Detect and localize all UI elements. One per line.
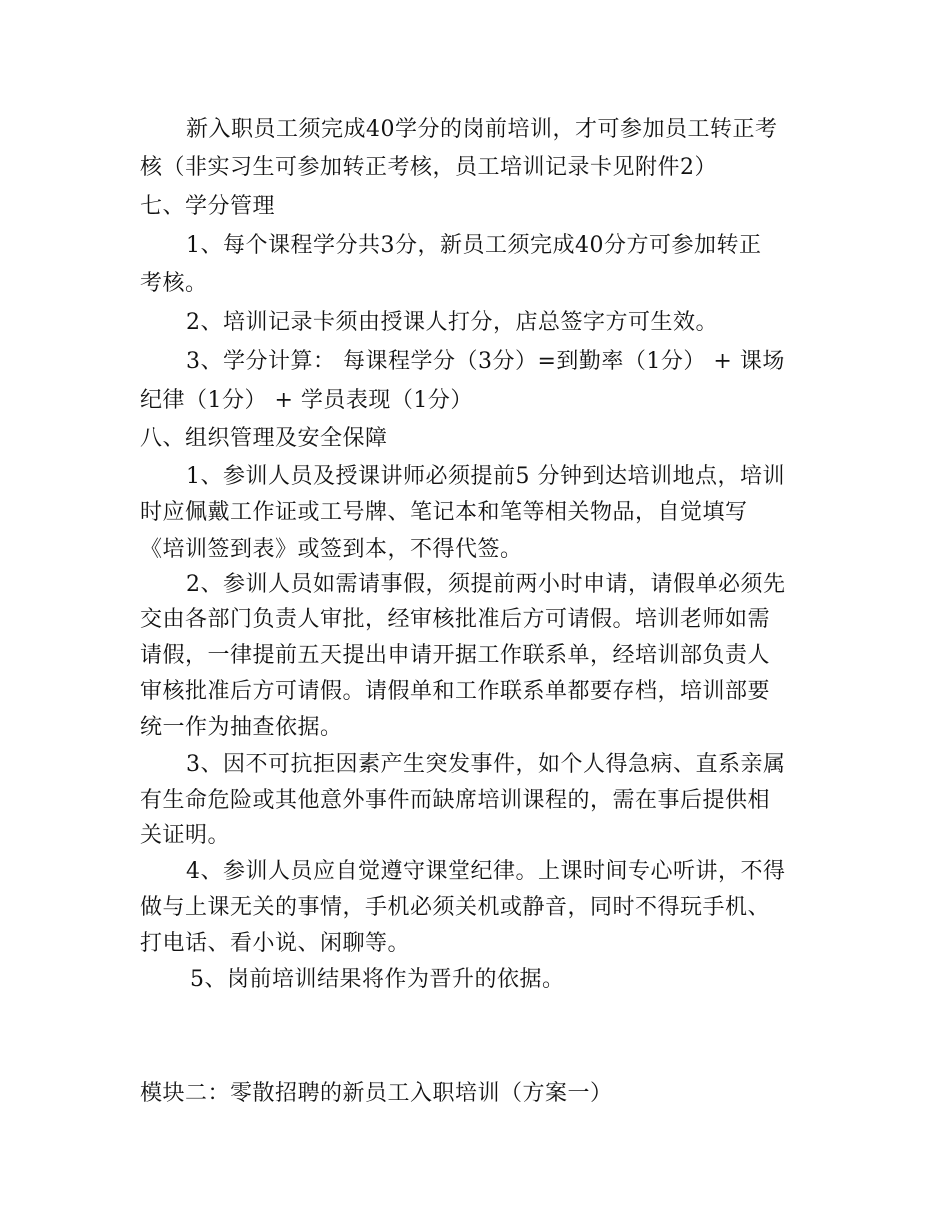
paragraph-line: 审核批准后方可请假。请假单和工作联系单都要存档，培训部要 <box>140 679 771 704</box>
paragraph-line: 打电话、看小说、闲聊等。 <box>140 931 411 956</box>
section-heading: 七、学分管理 <box>140 194 276 219</box>
paragraph-line: 有生命危险或其他意外事件而缺席培训课程的，需在事后提供相 <box>140 788 771 813</box>
paragraph-line: 2、参训人员如需请事假，须提前两小时申请，请假单必须先 <box>186 572 786 597</box>
paragraph-line: 2、培训记录卡须由授课人打分，店总签字方可生效。 <box>186 310 718 335</box>
paragraph-line: 考核。 <box>140 271 208 296</box>
paragraph-line: 3、学分计算： 每课程学分（3分）=到勤率（1分） + 课场 <box>186 349 785 374</box>
paragraph-line: 1、每个课程学分共3分，新员工须完成40分方可参加转正 <box>186 233 762 258</box>
paragraph-line: 纪律（1分） + 学员表现（1分） <box>140 388 473 413</box>
paragraph-line: 做与上课无关的事情，手机必须关机或静音，同时不得玩手机、 <box>140 895 771 920</box>
paragraph-line: 《培训签到表》或签到本，不得代签。 <box>140 537 523 562</box>
paragraph-line: 时应佩戴工作证或工号牌、笔记本和笔等相关物品，自觉填写 <box>140 500 748 525</box>
module-heading: 模块二：零散招聘的新员工入职培训（方案一） <box>140 1081 613 1106</box>
paragraph-line: 请假，一律提前五天提出申请开据工作联系单，经培训部负责人 <box>140 643 771 668</box>
paragraph-line: 交由各部门负责人审批，经审核批准后方可请假。培训老师如需 <box>140 607 771 632</box>
paragraph-line: 1、参训人员及授课讲师必须提前5 分钟到达培训地点，培训 <box>186 464 785 489</box>
paragraph-line: 关证明。 <box>140 823 231 848</box>
paragraph-line: 3、因不可抗拒因素产生突发事件，如个人得急病、直系亲属 <box>186 752 786 777</box>
paragraph-line: 5、岗前培训结果将作为晋升的依据。 <box>190 967 565 992</box>
section-heading: 八、组织管理及安全保障 <box>140 426 388 451</box>
paragraph-line: 核（非实习生可参加转正考核，员工培训记录卡见附件2） <box>140 155 717 180</box>
paragraph-line: 新入职员工须完成40学分的岗前培训，才可参加员工转正考 <box>186 117 778 142</box>
paragraph-line: 4、参训人员应自觉遵守课堂纪律。上课时间专心听讲，不得 <box>186 859 786 884</box>
paragraph-line: 统一作为抽查依据。 <box>140 715 343 740</box>
